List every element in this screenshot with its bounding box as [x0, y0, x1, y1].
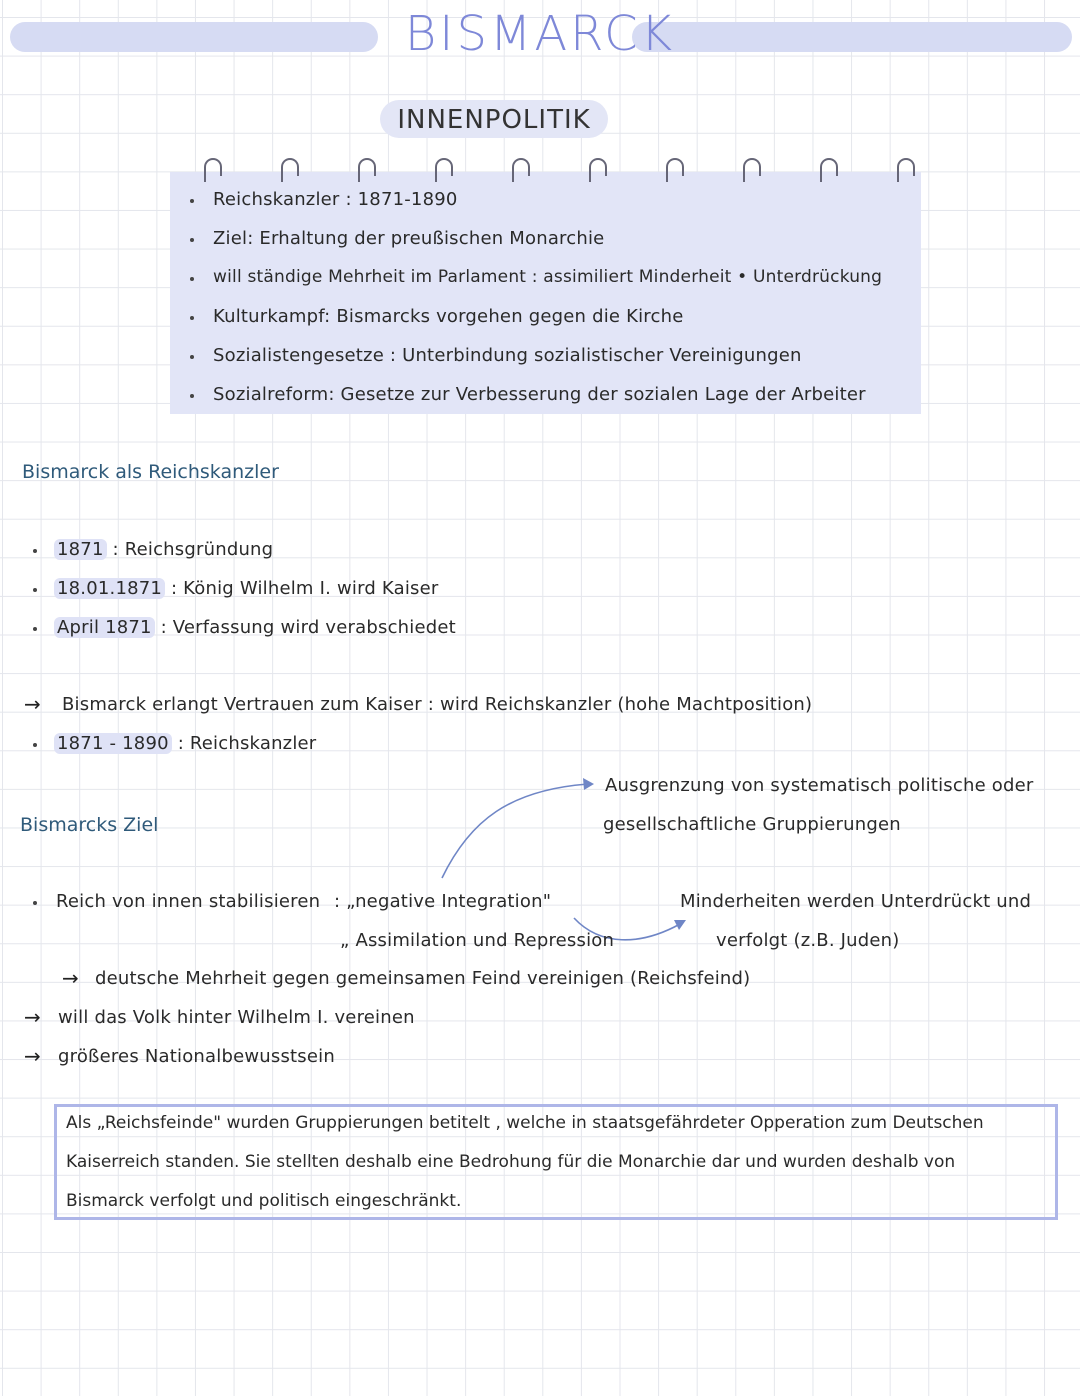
summary-item: Reichskanzler : 1871-1890	[213, 189, 458, 210]
minorities-text: Minderheiten werden Unterdrückt und	[680, 891, 1032, 912]
goal-text: Reich von innen stabilisieren	[56, 891, 321, 912]
definition-line: Als „Reichsfeinde" wurden Gruppierungen betitelt , welche in staatsgefährdeter Opperation zum Deutschen	[66, 1113, 984, 1133]
summary-item: will ständige Mehrheit im Parlament : assimiliert Minderheit • Unterdrückung	[213, 267, 883, 287]
right-arrow-icon: →	[62, 966, 79, 990]
event-text: : König Wilhelm I. wird Kaiser	[170, 578, 439, 599]
conclusion-text: Bismarck erlangt Vertrauen zum Kaiser : wird Reichskanzler (hohe Machtposition)	[62, 694, 813, 715]
event-date: April 1871	[54, 617, 155, 638]
summary-item: Sozialreform: Gesetze zur Verbesserung der sozialen Lage der Arbeiter	[213, 384, 866, 405]
exclusion-text: gesellschaftliche Gruppierungen	[603, 814, 901, 835]
point-text: will das Volk hinter Wilhelm I. vereinen	[58, 1007, 415, 1028]
term-date: 1871 - 1890	[54, 733, 172, 754]
event-text: : Reichsgründung	[112, 539, 274, 560]
term-text: : Reichskanzler	[177, 733, 317, 754]
event-text: : Verfassung wird verabschiedet	[160, 617, 456, 638]
bullet-icon	[33, 901, 37, 905]
page-subtitle: INNENPOLITIK	[380, 100, 608, 138]
consequence-text: deutsche Mehrheit gegen gemeinsamen Feind vereinigen (Reichsfeind)	[95, 968, 751, 989]
event-date: 1871	[54, 539, 107, 560]
summary-item: Sozialistengesetze : Unterbindung sozialistischer Vereinigungen	[213, 345, 802, 366]
right-arrow-icon: →	[24, 1044, 41, 1068]
definition-line: Kaiserreich standen. Sie stellten deshalb eine Bedrohung für die Monarchie dar und wurden deshalb von	[66, 1152, 956, 1172]
minorities-text: verfolgt (z.B. Juden)	[716, 930, 900, 951]
summary-item: Ziel: Erhaltung der preußischen Monarchie	[213, 228, 605, 249]
point-text: größeres Nationalbewusstsein	[58, 1046, 335, 1067]
arrowhead-right	[674, 920, 686, 930]
assimilation-text: „ Assimilation und Repression	[340, 930, 615, 951]
definition-line: Bismarck verfolgt und politisch eingeschränkt.	[66, 1191, 462, 1211]
event-date: 18.01.1871	[54, 578, 165, 599]
section-heading-ziel: Bismarcks Ziel	[20, 814, 159, 836]
right-arrow-icon: →	[24, 692, 41, 716]
right-arrow-icon: →	[24, 1005, 41, 1029]
integration-text: : „negative Integration"	[334, 891, 552, 912]
summary-item: Kulturkampf: Bismarcks vorgehen gegen die Kirche	[213, 306, 684, 327]
arrowhead-up	[583, 778, 594, 790]
page-title: BISMARCK	[404, 6, 676, 62]
curved-arrow-up	[442, 784, 588, 878]
exclusion-text: Ausgrenzung von systematisch politische oder	[605, 775, 1034, 796]
section-heading-reichskanzler: Bismarck als Reichskanzler	[22, 461, 279, 483]
